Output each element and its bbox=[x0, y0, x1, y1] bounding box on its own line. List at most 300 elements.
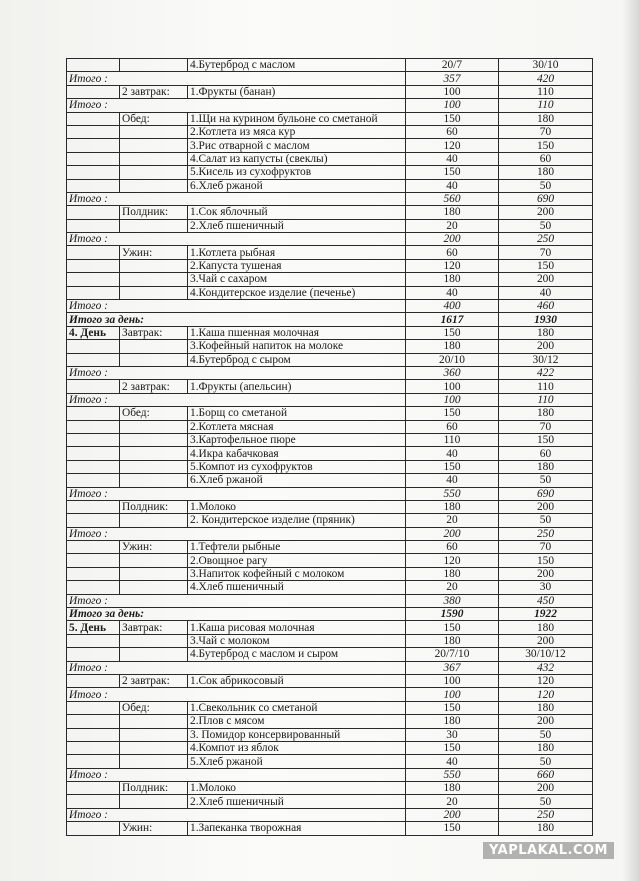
total-large: 1930 bbox=[499, 313, 593, 326]
day-cell: 4. День bbox=[67, 326, 120, 339]
portion-large: 200 bbox=[499, 273, 593, 286]
day-cell bbox=[67, 246, 120, 259]
dish-name: 6.Хлеб ржаной bbox=[188, 179, 406, 192]
day-cell bbox=[67, 407, 120, 420]
portion-small: 40 bbox=[406, 447, 499, 460]
meal-total-row bbox=[67, 768, 593, 781]
portion-small: 40 bbox=[406, 179, 499, 192]
portion-small: 150 bbox=[406, 822, 499, 835]
dish-name: 4.Кондитерское изделие (печенье) bbox=[188, 286, 406, 299]
meal-cell bbox=[120, 648, 188, 661]
portion-large: 110 bbox=[499, 380, 593, 393]
portion-small: 40 bbox=[406, 474, 499, 487]
day-cell bbox=[67, 353, 120, 366]
portion-small: 20 bbox=[406, 514, 499, 527]
portion-small: 30 bbox=[406, 728, 499, 741]
day-cell bbox=[67, 795, 120, 808]
menu-row bbox=[67, 433, 593, 446]
total-small: 100 bbox=[406, 99, 499, 112]
portion-small: 150 bbox=[406, 460, 499, 473]
dish-name: 1.Борщ со сметаной bbox=[188, 407, 406, 420]
total-large: 690 bbox=[499, 192, 593, 205]
dish-name: 1.Свекольник со сметаной bbox=[188, 701, 406, 714]
portion-large: 60 bbox=[499, 447, 593, 460]
dish-name: 4.Салат из капусты (свеклы) bbox=[188, 152, 406, 165]
day-cell bbox=[67, 500, 120, 513]
day-cell bbox=[67, 259, 120, 272]
menu-row bbox=[67, 59, 593, 72]
meal-total-row bbox=[67, 527, 593, 540]
menu-row bbox=[67, 447, 593, 460]
portion-large: 60 bbox=[499, 152, 593, 165]
menu-row bbox=[67, 326, 593, 339]
dish-name: 4.Бутерброд с маслом и сыром bbox=[188, 648, 406, 661]
day-cell bbox=[67, 741, 120, 754]
menu-row bbox=[67, 460, 593, 473]
dish-name: 1.Запеканка творожная bbox=[188, 822, 406, 835]
day-cell bbox=[67, 152, 120, 165]
portion-small: 20/7/10 bbox=[406, 648, 499, 661]
total-large: 1922 bbox=[499, 608, 593, 621]
meal-total-row bbox=[67, 99, 593, 112]
dish-name: 5.Хлеб ржаной bbox=[188, 755, 406, 768]
portion-small: 40 bbox=[406, 152, 499, 165]
meal-cell: Ужин: bbox=[120, 541, 188, 554]
day-cell bbox=[67, 460, 120, 473]
total-label: Итого : bbox=[67, 233, 406, 246]
meal-cell: Ужин: bbox=[120, 246, 188, 259]
dish-name: 3.Напиток кофейный с молоком bbox=[188, 567, 406, 580]
meal-total-row bbox=[67, 300, 593, 313]
day-cell: 5. День bbox=[67, 621, 120, 634]
meal-total-row bbox=[67, 661, 593, 674]
day-cell bbox=[67, 179, 120, 192]
portion-large: 50 bbox=[499, 514, 593, 527]
portion-large: 200 bbox=[499, 500, 593, 513]
total-label: Итого : bbox=[67, 393, 406, 406]
meal-cell bbox=[120, 179, 188, 192]
total-small: 560 bbox=[406, 192, 499, 205]
meal-cell: Полдник: bbox=[120, 782, 188, 795]
meal-cell bbox=[120, 554, 188, 567]
menu-row bbox=[67, 715, 593, 728]
dish-name: 4.Бутерброд с сыром bbox=[188, 353, 406, 366]
portion-small: 150 bbox=[406, 326, 499, 339]
day-cell bbox=[67, 567, 120, 580]
day-cell bbox=[67, 541, 120, 554]
total-small: 367 bbox=[406, 661, 499, 674]
dish-name: 3.Рис отварной с маслом bbox=[188, 139, 406, 152]
menu-row bbox=[67, 621, 593, 634]
day-cell bbox=[67, 755, 120, 768]
day-total-label: Итого за день: bbox=[67, 608, 406, 621]
menu-row bbox=[67, 567, 593, 580]
meal-cell bbox=[120, 420, 188, 433]
total-small: 380 bbox=[406, 594, 499, 607]
meal-cell bbox=[120, 795, 188, 808]
menu-row bbox=[67, 741, 593, 754]
menu-row bbox=[67, 353, 593, 366]
portion-small: 150 bbox=[406, 166, 499, 179]
portion-large: 120 bbox=[499, 674, 593, 687]
day-cell bbox=[67, 648, 120, 661]
meal-cell: Полдник: bbox=[120, 500, 188, 513]
meal-total-row bbox=[67, 72, 593, 85]
day-cell bbox=[67, 166, 120, 179]
page-edge-shadow bbox=[622, 0, 640, 881]
meal-cell: Полдник: bbox=[120, 206, 188, 219]
menu-row bbox=[67, 795, 593, 808]
portion-small: 40 bbox=[406, 286, 499, 299]
meal-cell: 2 завтрак: bbox=[120, 380, 188, 393]
meal-cell bbox=[120, 581, 188, 594]
portion-small: 120 bbox=[406, 139, 499, 152]
total-label: Итого : bbox=[67, 487, 406, 500]
portion-large: 70 bbox=[499, 541, 593, 554]
dish-name: 5.Кисель из сухофруктов bbox=[188, 166, 406, 179]
total-large: 110 bbox=[499, 393, 593, 406]
portion-large: 200 bbox=[499, 340, 593, 353]
day-cell bbox=[67, 701, 120, 714]
meal-cell bbox=[120, 447, 188, 460]
portion-small: 40 bbox=[406, 755, 499, 768]
portion-large: 180 bbox=[499, 166, 593, 179]
meal-cell bbox=[120, 433, 188, 446]
portion-small: 150 bbox=[406, 741, 499, 754]
portion-large: 180 bbox=[499, 326, 593, 339]
menu-row bbox=[67, 634, 593, 647]
day-cell bbox=[67, 286, 120, 299]
meal-cell: Завтрак: bbox=[120, 621, 188, 634]
total-small: 400 bbox=[406, 300, 499, 313]
menu-table-body bbox=[67, 59, 593, 836]
total-large: 660 bbox=[499, 768, 593, 781]
meal-cell bbox=[120, 259, 188, 272]
portion-large: 50 bbox=[499, 795, 593, 808]
day-cell bbox=[67, 59, 120, 72]
portion-small: 100 bbox=[406, 380, 499, 393]
day-cell bbox=[67, 340, 120, 353]
total-large: 420 bbox=[499, 72, 593, 85]
meal-cell bbox=[120, 152, 188, 165]
day-cell bbox=[67, 447, 120, 460]
meal-cell bbox=[120, 741, 188, 754]
meal-cell bbox=[120, 514, 188, 527]
total-large: 460 bbox=[499, 300, 593, 313]
menu-row bbox=[67, 407, 593, 420]
meal-total-row bbox=[67, 487, 593, 500]
portion-large: 150 bbox=[499, 259, 593, 272]
total-small: 200 bbox=[406, 808, 499, 821]
portion-small: 20 bbox=[406, 795, 499, 808]
portion-small: 20 bbox=[406, 219, 499, 232]
meal-cell: Завтрак: bbox=[120, 326, 188, 339]
portion-large: 200 bbox=[499, 634, 593, 647]
menu-row bbox=[67, 246, 593, 259]
day-cell bbox=[67, 634, 120, 647]
dish-name: 1.Сок яблочный bbox=[188, 206, 406, 219]
day-cell bbox=[67, 219, 120, 232]
total-label: Итого : bbox=[67, 300, 406, 313]
menu-row bbox=[67, 259, 593, 272]
menu-row bbox=[67, 541, 593, 554]
total-large: 250 bbox=[499, 808, 593, 821]
portion-small: 60 bbox=[406, 541, 499, 554]
day-cell bbox=[67, 581, 120, 594]
site-watermark: YAPLAKAL.COM bbox=[483, 842, 614, 859]
meal-cell bbox=[120, 634, 188, 647]
dish-name: 1.Каша рисовая молочная bbox=[188, 621, 406, 634]
portion-small: 180 bbox=[406, 273, 499, 286]
dish-name: 3.Чай с молоком bbox=[188, 634, 406, 647]
menu-row bbox=[67, 206, 593, 219]
portion-small: 150 bbox=[406, 621, 499, 634]
menu-row bbox=[67, 179, 593, 192]
portion-large: 150 bbox=[499, 139, 593, 152]
portion-large: 30/12 bbox=[499, 353, 593, 366]
menu-row bbox=[67, 581, 593, 594]
menu-row bbox=[67, 474, 593, 487]
meal-cell: Обед: bbox=[120, 407, 188, 420]
portion-small: 150 bbox=[406, 407, 499, 420]
portion-small: 180 bbox=[406, 340, 499, 353]
day-cell bbox=[67, 822, 120, 835]
portion-large: 110 bbox=[499, 85, 593, 98]
dish-name: 2.Хлеб пшеничный bbox=[188, 219, 406, 232]
day-cell bbox=[67, 420, 120, 433]
dish-name: 1.Котлета рыбная bbox=[188, 246, 406, 259]
portion-small: 20 bbox=[406, 581, 499, 594]
dish-name: 1.Каша пшенная молочная bbox=[188, 326, 406, 339]
meal-cell bbox=[120, 567, 188, 580]
dish-name: 1.Молоко bbox=[188, 500, 406, 513]
portion-large: 180 bbox=[499, 701, 593, 714]
menu-row bbox=[67, 514, 593, 527]
total-label: Итого : bbox=[67, 661, 406, 674]
portion-large: 70 bbox=[499, 125, 593, 138]
total-label: Итого : bbox=[67, 99, 406, 112]
day-cell bbox=[67, 112, 120, 125]
dish-name: 2.Капуста тушеная bbox=[188, 259, 406, 272]
portion-large: 200 bbox=[499, 567, 593, 580]
day-cell bbox=[67, 139, 120, 152]
total-label: Итого : bbox=[67, 594, 406, 607]
day-cell bbox=[67, 380, 120, 393]
menu-row bbox=[67, 112, 593, 125]
menu-row bbox=[67, 152, 593, 165]
total-large: 120 bbox=[499, 688, 593, 701]
day-cell bbox=[67, 715, 120, 728]
dish-name: 2.Плов с мясом bbox=[188, 715, 406, 728]
total-label: Итого : bbox=[67, 192, 406, 205]
portion-large: 70 bbox=[499, 246, 593, 259]
dish-name: 1.Фрукты (банан) bbox=[188, 85, 406, 98]
total-small: 200 bbox=[406, 527, 499, 540]
day-total-row bbox=[67, 313, 593, 326]
total-large: 422 bbox=[499, 366, 593, 379]
menu-row bbox=[67, 755, 593, 768]
meal-cell: Ужин: bbox=[120, 822, 188, 835]
meal-total-row bbox=[67, 688, 593, 701]
dish-name: 4.Хлеб пшеничный bbox=[188, 581, 406, 594]
dish-name: 3. Помидор консервированный bbox=[188, 728, 406, 741]
menu-row bbox=[67, 85, 593, 98]
portion-large: 180 bbox=[499, 822, 593, 835]
portion-small: 60 bbox=[406, 125, 499, 138]
dish-name: 4.Бутерброд с маслом bbox=[188, 59, 406, 72]
total-label: Итого : bbox=[67, 527, 406, 540]
portion-large: 200 bbox=[499, 206, 593, 219]
meal-total-row bbox=[67, 808, 593, 821]
meal-cell: 2 завтрак: bbox=[120, 674, 188, 687]
day-cell bbox=[67, 514, 120, 527]
portion-large: 50 bbox=[499, 474, 593, 487]
meal-cell bbox=[120, 125, 188, 138]
portion-large: 180 bbox=[499, 741, 593, 754]
portion-large: 50 bbox=[499, 179, 593, 192]
meal-cell bbox=[120, 286, 188, 299]
menu-row bbox=[67, 674, 593, 687]
day-cell bbox=[67, 433, 120, 446]
dish-name: 1.Фрукты (апельсин) bbox=[188, 380, 406, 393]
total-small: 360 bbox=[406, 366, 499, 379]
portion-small: 150 bbox=[406, 112, 499, 125]
portion-large: 30 bbox=[499, 581, 593, 594]
menu-row bbox=[67, 782, 593, 795]
portion-small: 180 bbox=[406, 634, 499, 647]
menu-row bbox=[67, 219, 593, 232]
menu-row bbox=[67, 822, 593, 835]
portion-large: 200 bbox=[499, 782, 593, 795]
dish-name: 2.Котлета из мяса кур bbox=[188, 125, 406, 138]
portion-small: 60 bbox=[406, 420, 499, 433]
dish-name: 2.Овощное рагу bbox=[188, 554, 406, 567]
total-small: 550 bbox=[406, 487, 499, 500]
dish-name: 1.Тефтели рыбные bbox=[188, 541, 406, 554]
meal-cell bbox=[120, 474, 188, 487]
menu-row bbox=[67, 286, 593, 299]
total-small: 100 bbox=[406, 393, 499, 406]
menu-row bbox=[67, 420, 593, 433]
meal-cell bbox=[120, 166, 188, 179]
day-cell bbox=[67, 85, 120, 98]
menu-row bbox=[67, 554, 593, 567]
menu-row bbox=[67, 166, 593, 179]
total-small: 1617 bbox=[406, 313, 499, 326]
day-cell bbox=[67, 474, 120, 487]
portion-large: 50 bbox=[499, 219, 593, 232]
day-cell bbox=[67, 273, 120, 286]
day-total-label: Итого за день: bbox=[67, 313, 406, 326]
total-large: 450 bbox=[499, 594, 593, 607]
portion-large: 150 bbox=[499, 433, 593, 446]
total-large: 690 bbox=[499, 487, 593, 500]
meal-cell bbox=[120, 340, 188, 353]
day-total-row bbox=[67, 608, 593, 621]
portion-small: 150 bbox=[406, 701, 499, 714]
portion-small: 60 bbox=[406, 246, 499, 259]
total-small: 100 bbox=[406, 688, 499, 701]
portion-small: 100 bbox=[406, 674, 499, 687]
dish-name: 4.Икра кабачковая bbox=[188, 447, 406, 460]
dish-name: 4.Компот из яблок bbox=[188, 741, 406, 754]
menu-table bbox=[66, 58, 593, 836]
total-small: 1590 bbox=[406, 608, 499, 621]
dish-name: 1.Сок абрикосовый bbox=[188, 674, 406, 687]
meal-total-row bbox=[67, 192, 593, 205]
portion-small: 120 bbox=[406, 554, 499, 567]
day-cell bbox=[67, 728, 120, 741]
portion-large: 180 bbox=[499, 407, 593, 420]
meal-cell bbox=[120, 755, 188, 768]
portion-large: 70 bbox=[499, 420, 593, 433]
portion-large: 40 bbox=[499, 286, 593, 299]
meal-cell bbox=[120, 273, 188, 286]
meal-total-row bbox=[67, 233, 593, 246]
portion-large: 50 bbox=[499, 755, 593, 768]
portion-small: 180 bbox=[406, 715, 499, 728]
menu-row bbox=[67, 125, 593, 138]
total-label: Итого : bbox=[67, 366, 406, 379]
dish-name: 1.Щи на курином бульоне со сметаной bbox=[188, 112, 406, 125]
portion-small: 180 bbox=[406, 500, 499, 513]
meal-cell bbox=[120, 59, 188, 72]
total-label: Итого : bbox=[67, 72, 406, 85]
total-large: 432 bbox=[499, 661, 593, 674]
portion-large: 200 bbox=[499, 715, 593, 728]
day-cell bbox=[67, 125, 120, 138]
menu-row bbox=[67, 273, 593, 286]
total-small: 357 bbox=[406, 72, 499, 85]
portion-large: 50 bbox=[499, 728, 593, 741]
portion-small: 20/7 bbox=[406, 59, 499, 72]
portion-small: 180 bbox=[406, 206, 499, 219]
portion-large: 30/10 bbox=[499, 59, 593, 72]
meal-cell bbox=[120, 715, 188, 728]
total-large: 110 bbox=[499, 99, 593, 112]
meal-cell bbox=[120, 460, 188, 473]
portion-small: 120 bbox=[406, 259, 499, 272]
portion-small: 20/10 bbox=[406, 353, 499, 366]
portion-large: 180 bbox=[499, 460, 593, 473]
meal-cell bbox=[120, 728, 188, 741]
total-small: 550 bbox=[406, 768, 499, 781]
portion-small: 180 bbox=[406, 567, 499, 580]
meal-cell: Обед: bbox=[120, 112, 188, 125]
total-label: Итого : bbox=[67, 808, 406, 821]
dish-name: 3.Кофейный напиток на молоке bbox=[188, 340, 406, 353]
menu-row bbox=[67, 380, 593, 393]
portion-large: 30/10/12 bbox=[499, 648, 593, 661]
menu-row bbox=[67, 701, 593, 714]
dish-name: 5.Компот из сухофруктов bbox=[188, 460, 406, 473]
portion-large: 180 bbox=[499, 621, 593, 634]
dish-name: 2.Котлета мясная bbox=[188, 420, 406, 433]
meal-total-row bbox=[67, 594, 593, 607]
dish-name: 6.Хлеб ржаной bbox=[188, 474, 406, 487]
portion-small: 100 bbox=[406, 85, 499, 98]
menu-row bbox=[67, 728, 593, 741]
dish-name: 2.Хлеб пшеничный bbox=[188, 795, 406, 808]
menu-row bbox=[67, 139, 593, 152]
meal-total-row bbox=[67, 366, 593, 379]
total-large: 250 bbox=[499, 233, 593, 246]
meal-cell: 2 завтрак: bbox=[120, 85, 188, 98]
portion-large: 150 bbox=[499, 554, 593, 567]
portion-large: 180 bbox=[499, 112, 593, 125]
dish-name: 1.Молоко bbox=[188, 782, 406, 795]
total-label: Итого : bbox=[67, 768, 406, 781]
